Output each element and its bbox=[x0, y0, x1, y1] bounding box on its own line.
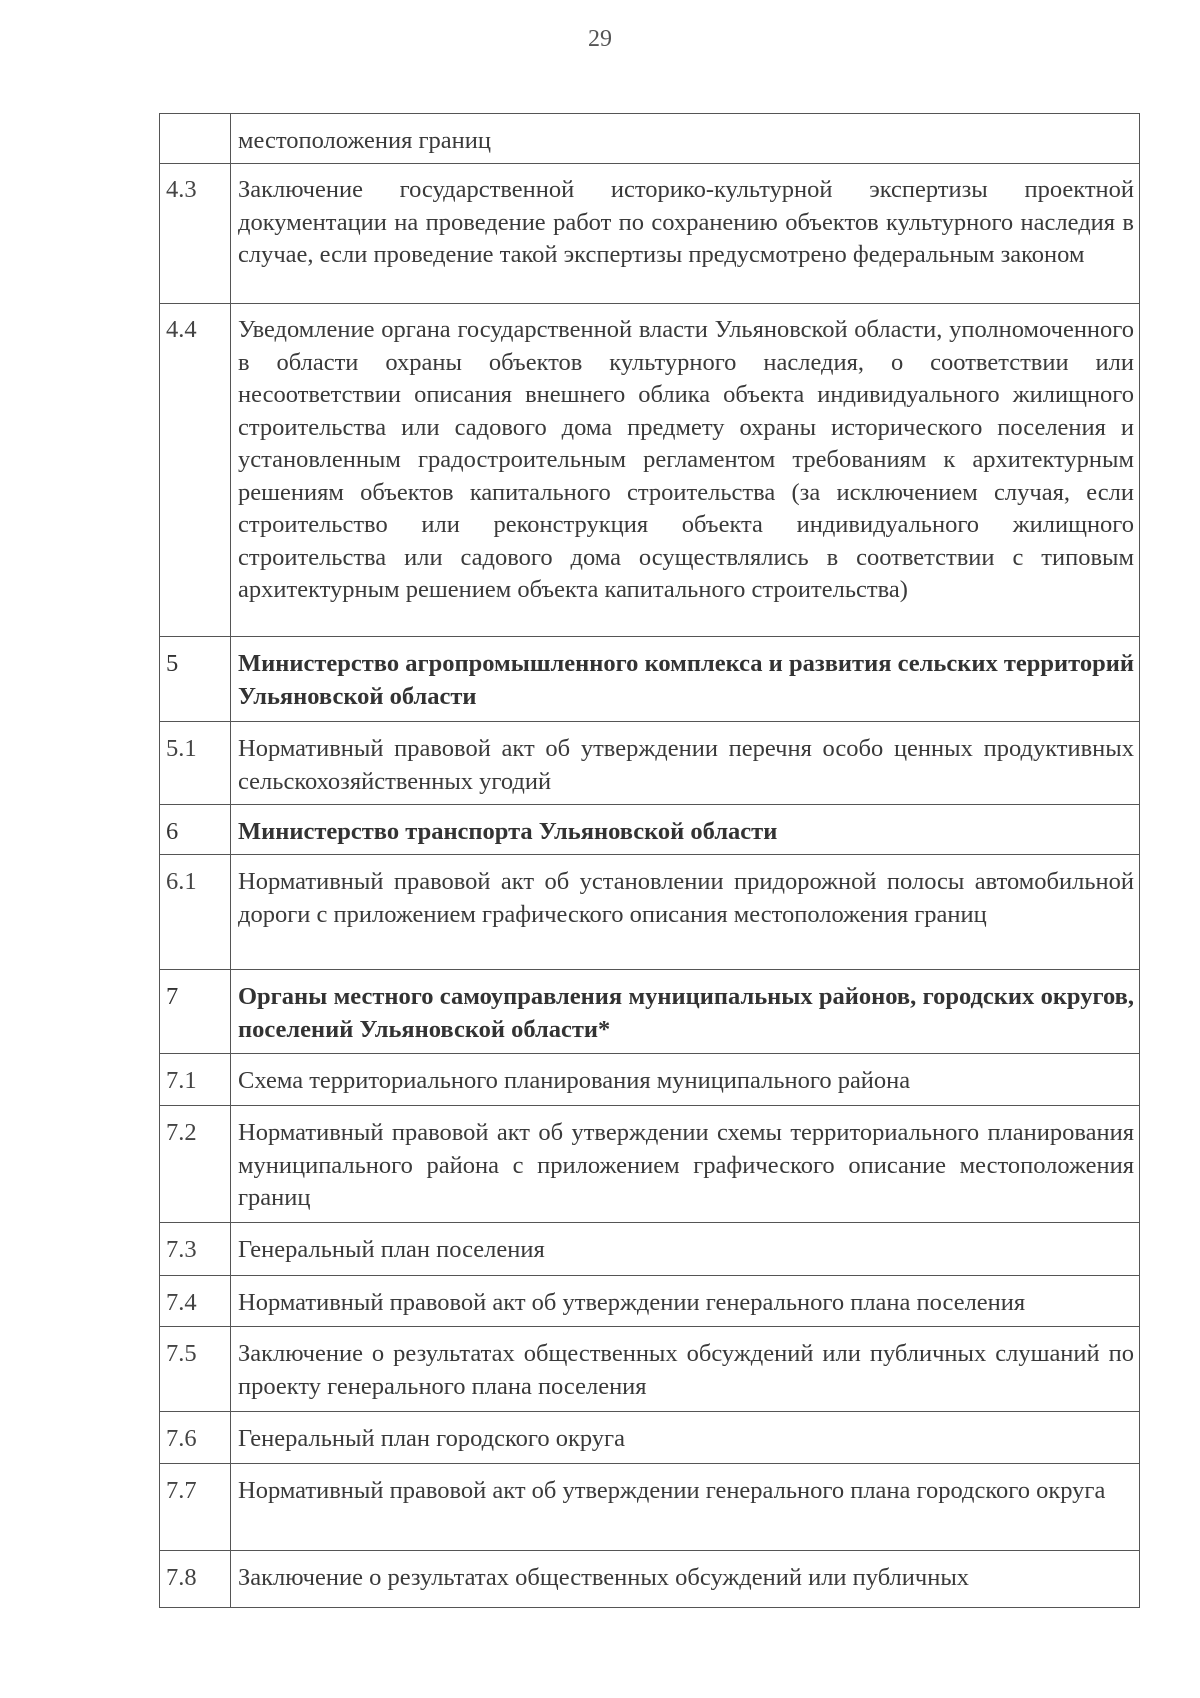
table-row bbox=[160, 1551, 1140, 1608]
row-number: 7.3 bbox=[160, 1223, 231, 1276]
row-text: Нормативный правовой акт об утверждении перечня особо ценных продуктивных сельскохозяйственных угодий bbox=[231, 722, 1140, 805]
section-title: Министерство агропромышленного комплекса и развития сельских территорий Ульяновской области bbox=[231, 637, 1140, 722]
table-row bbox=[160, 164, 1140, 304]
row-text: Схема территориального планирования муниципального района bbox=[231, 1054, 1140, 1106]
row-text: Заключение о результатах общественных обсуждений или публичных bbox=[231, 1551, 1140, 1608]
row-number: 7.8 bbox=[160, 1551, 231, 1608]
row-number: 7.5 bbox=[160, 1327, 231, 1412]
row-text: Генеральный план городского округа bbox=[231, 1412, 1140, 1464]
row-number: 7.7 bbox=[160, 1464, 231, 1551]
table-row bbox=[160, 1106, 1140, 1223]
row-text: местоположения границ bbox=[231, 114, 1140, 164]
table-row bbox=[160, 1054, 1140, 1106]
page-number: 29 bbox=[588, 26, 612, 52]
row-number: 7.2 bbox=[160, 1106, 231, 1223]
row-number: 6 bbox=[160, 805, 231, 855]
row-number: 7.4 bbox=[160, 1276, 231, 1327]
row-number: 4.4 bbox=[160, 304, 231, 637]
row-text: Генеральный план поселения bbox=[231, 1223, 1140, 1276]
row-text: Заключение о результатах общественных обсуждений или публичных слушаний по проекту генерального плана поселения bbox=[231, 1327, 1140, 1412]
section-title: Органы местного самоуправления муниципальных районов, городских округов, поселений Ульяновской области* bbox=[231, 970, 1140, 1054]
row-number: 6.1 bbox=[160, 855, 231, 970]
row-number: 5.1 bbox=[160, 722, 231, 805]
section-title: Министерство транспорта Ульяновской области bbox=[231, 805, 1140, 855]
table-row bbox=[160, 1276, 1140, 1327]
document-table bbox=[159, 113, 1140, 1608]
row-number bbox=[160, 114, 231, 164]
table-row bbox=[160, 1327, 1140, 1412]
row-text: Нормативный правовой акт об установлении придорожной полосы автомобильной дороги с приложением графического описания местоположения границ bbox=[231, 855, 1140, 970]
row-number: 7.6 bbox=[160, 1412, 231, 1464]
section-row bbox=[160, 805, 1140, 855]
row-number: 7 bbox=[160, 970, 231, 1054]
row-number: 4.3 bbox=[160, 164, 231, 304]
table-row bbox=[160, 1464, 1140, 1551]
row-text: Нормативный правовой акт об утверждении генерального плана поселения bbox=[231, 1276, 1140, 1327]
table-row bbox=[160, 1223, 1140, 1276]
row-number: 7.1 bbox=[160, 1054, 231, 1106]
table-row bbox=[160, 722, 1140, 805]
table-row bbox=[160, 304, 1140, 637]
row-number: 5 bbox=[160, 637, 231, 722]
row-text: Нормативный правовой акт об утверждении схемы территориального планирования муниципального района с приложением графического описание местоположения границ bbox=[231, 1106, 1140, 1223]
row-text: Уведомление органа государственной власти Ульяновской области, уполномоченного в области охраны объектов культурного наследия, о соответствии или несоответствии описания внешнего облика объекта индивидуального жилищного строительства или садового дома предмету охраны исторического поселения и установленным градостроительным регламентом требованиям к архитектурным решениям объектов капитального строительства (за исключением случая, если строительство или реконструкция объекта индивидуального жилищного строительства или садового дома осуществлялись в соответствии с типовым архитектурным решением объекта капитального строительства) bbox=[231, 304, 1140, 637]
table-row bbox=[160, 114, 1140, 164]
section-row bbox=[160, 637, 1140, 722]
table-row bbox=[160, 1412, 1140, 1464]
table-body bbox=[160, 114, 1140, 1608]
row-text: Заключение государственной историко-культурной экспертизы проектной документации на проведение работ по сохранению объектов культурного наследия в случае, если проведение такой экспертизы предусмотрено федеральным законом bbox=[231, 164, 1140, 304]
section-row bbox=[160, 970, 1140, 1054]
row-text: Нормативный правовой акт об утверждении генерального плана городского округа bbox=[231, 1464, 1140, 1551]
table-row bbox=[160, 855, 1140, 970]
